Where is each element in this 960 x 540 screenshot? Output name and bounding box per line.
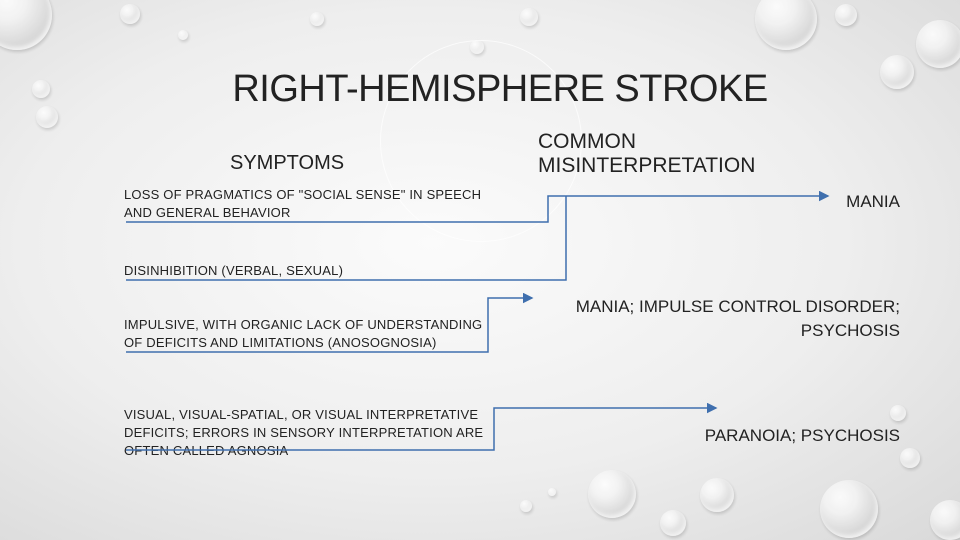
symptom-item: IMPULSIVE, WITH ORGANIC LACK OF UNDERSTANDING OF DEFICITS AND LIMITATIONS (ANOSOGNOSIA)	[124, 317, 483, 350]
symptom-item: LOSS OF PRAGMATICS OF "SOCIAL SENSE" IN SPEECH AND GENERAL BEHAVIOR	[124, 187, 482, 220]
symptoms-header: SYMPTOMS	[230, 152, 345, 174]
connector-arrow	[126, 298, 532, 352]
slide-title: RIGHT-HEMISPHERE STROKE	[232, 68, 768, 110]
symptom-item: VISUAL, VISUAL-SPATIAL, OR VISUAL INTERPRETATIVE DEFICITS; ERRORS IN SENSORY INTERPRETATION ARE OFTEN CALLED AGNOSIA	[124, 407, 484, 458]
misinterpretation-item: PARANOIA; PSYCHOSIS	[704, 426, 900, 445]
connector-arrow	[126, 408, 716, 450]
symptom-item: DISINHIBITION (VERBAL, SEXUAL)	[124, 263, 344, 278]
misinterpretation-header-text: COMMON MISINTERPRETATION	[538, 130, 756, 177]
misinterpretation-item: MANIA	[846, 192, 900, 211]
connector-line	[126, 196, 566, 280]
misinterpretation-item: MANIA; IMPULSE CONTROL DISORDER; PSYCHOSIS	[575, 297, 900, 340]
connector-arrow	[126, 196, 828, 222]
